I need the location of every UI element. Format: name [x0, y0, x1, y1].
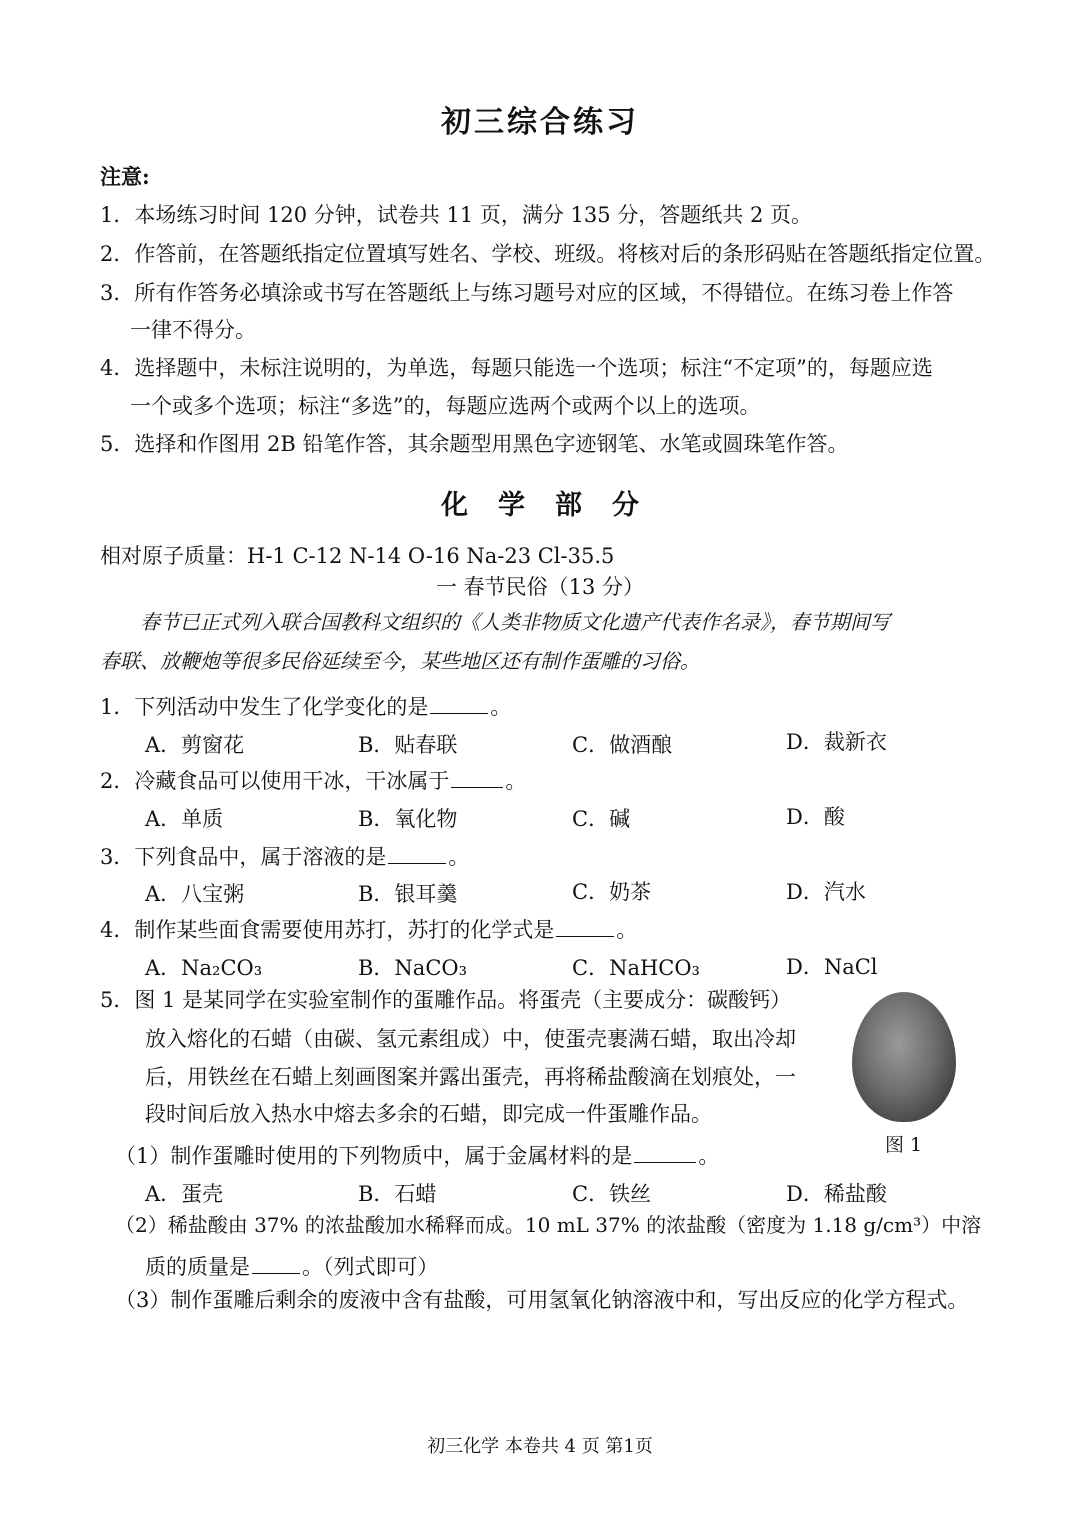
- page-title: 初三综合练习: [441, 105, 639, 140]
- notice-item: 3．所有作答务必填涂或书写在答题纸上与练习题号对应的区域，不得错位。在练习卷上作答: [100, 281, 954, 305]
- notice-item: 2．作答前，在答题纸指定位置填写姓名、学校、班级。将核对后的条形码贴在答题纸指定位置。: [100, 242, 996, 266]
- notice-item: 5．选择和作图用 2B 铅笔作答，其余题型用黑色字迹钢笔、水笔或圆珠笔作答。: [100, 432, 849, 456]
- option-d: D．汽水: [786, 880, 866, 904]
- option-c: C．做酒酿: [572, 733, 673, 757]
- option-d: D．酸: [786, 805, 845, 829]
- option-b: B．贴春联: [358, 733, 458, 757]
- option-d: D．NaCl: [786, 955, 878, 979]
- option-a: A．八宝粥: [145, 882, 245, 906]
- option-a: A．蛋壳: [145, 1182, 224, 1206]
- question-5-1-stem: （1）制作蛋雕时使用的下列物质中，属于金属材料的是 。: [115, 1141, 719, 1167]
- notice-heading: 注意:: [100, 164, 150, 189]
- question-1-stem: 1．下列活动中发生了化学变化的是 。: [100, 692, 511, 718]
- intro-line: 春节已正式列入联合国教科文组织的《人类非物质文化遗产代表作名录》，春节期间写: [140, 610, 890, 634]
- notice-item: 1．本场练习时间 120 分钟，试卷共 11 页，满分 135 分，答题纸共 2 页。: [100, 203, 813, 227]
- page-footer: 初三化学 本卷共 4 页 第1页: [427, 1436, 653, 1457]
- section-title: 化学部分: [441, 490, 669, 521]
- option-d: D．裁新衣: [786, 730, 887, 754]
- question-3-stem: 3．下列食品中，属于溶液的是 。: [100, 842, 469, 868]
- question-5-line: 5．图 1 是某同学在实验室制作的蛋雕作品。将蛋壳（主要成分：碳酸钙）: [100, 988, 792, 1012]
- option-c: C．奶茶: [572, 880, 652, 904]
- part-title: 一 春节民俗（13 分）: [435, 575, 645, 599]
- option-a: A．单质: [145, 807, 224, 831]
- intro-line: 春联、放鞭炮等很多民俗延续至今，某些地区还有制作蛋雕的习俗。: [100, 649, 700, 673]
- notice-item: 4．选择题中，未标注说明的，为单选，每题只能选一个选项；标注“不定项”的，每题应选: [100, 356, 933, 380]
- option-b: B．NaCO₃: [358, 956, 468, 980]
- option-b: B．氧化物: [358, 807, 458, 831]
- option-d: D．稀盐酸: [786, 1182, 887, 1206]
- atomic-masses: 相对原子质量：H-1 C-12 N-14 O-16 Na-23 Cl-35.5: [100, 544, 615, 568]
- option-a: A．Na₂CO₃: [145, 956, 263, 980]
- question-5-line: 放入熔化的石蜡（由碳、氢元素组成）中，使蛋壳裹满石蜡，取出冷却: [145, 1027, 796, 1051]
- notice-item: 一律不得分。: [130, 318, 256, 342]
- question-4-stem: 4．制作某些面食需要使用苏打，苏打的化学式是 。: [100, 915, 637, 941]
- option-b: B．银耳羹: [358, 882, 458, 906]
- question-5-3: （3）制作蛋雕后剩余的废液中含有盐酸，可用氢氧化钠溶液中和，写出反应的化学方程式。: [115, 1288, 969, 1312]
- question-5-2-line: （2）稀盐酸由 37% 的浓盐酸加水稀释而成。10 mL 37% 的浓盐酸（密度为 1.18 g/cm³）中溶: [115, 1213, 982, 1237]
- option-c: C．碱: [572, 807, 631, 831]
- notice-item: 一个或多个选项；标注“多选”的，每题应选两个或两个以上的选项。: [130, 394, 761, 418]
- question-5-2-line: 质的质量是 。（列式即可）: [145, 1252, 439, 1278]
- question-5-line: 段时间后放入热水中熔去多余的石蜡，即完成一件蛋雕作品。: [145, 1102, 712, 1126]
- option-b: B．石蜡: [358, 1182, 437, 1206]
- option-a: A．剪窗花: [145, 733, 245, 757]
- question-5-line: 后，用铁丝在石蜡上刻画图案并露出蛋壳，再将稀盐酸滴在划痕处，一: [145, 1065, 796, 1089]
- option-c: C．NaHCO₃: [572, 956, 700, 980]
- option-c: C．铁丝: [572, 1182, 652, 1206]
- egg-carving-photo: [852, 992, 956, 1122]
- question-2-stem: 2．冷藏食品可以使用干冰，干冰属于 。: [100, 766, 526, 792]
- figure-caption: 图 1: [885, 1134, 923, 1156]
